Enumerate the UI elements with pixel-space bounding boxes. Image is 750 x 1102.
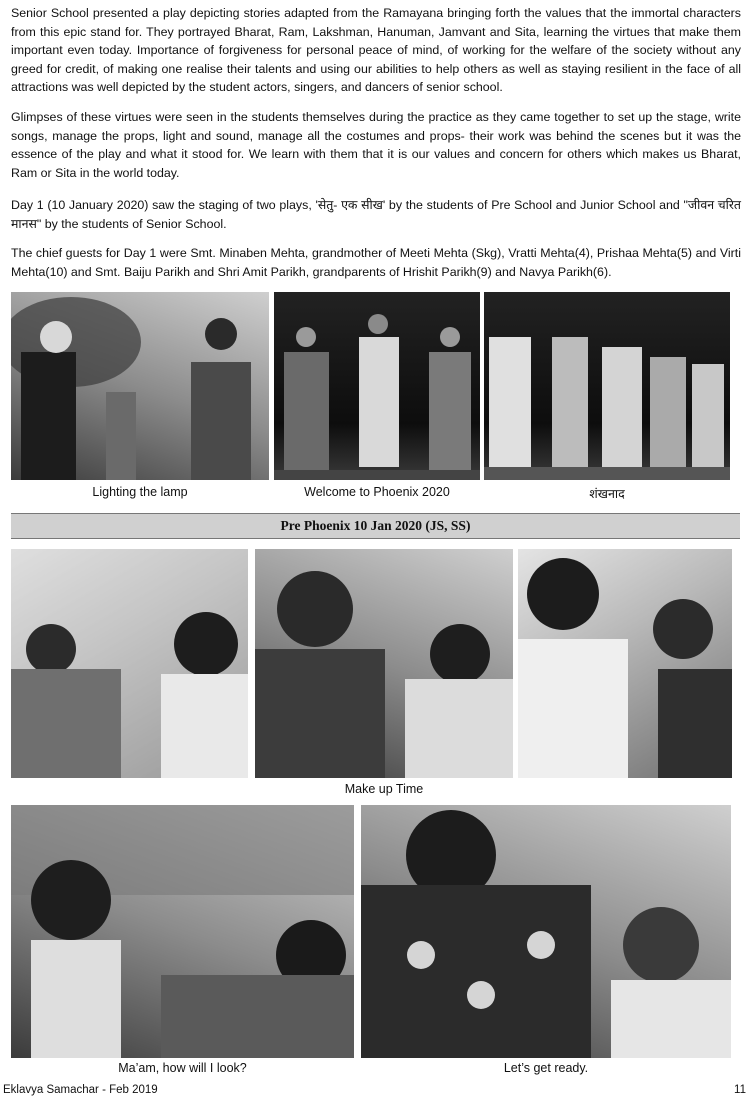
photo-how-will-i-look [11,805,354,1058]
caption-shankhnaad: शंखनाद [589,487,625,501]
article-paragraph-3: Day 1 (10 January 2020) saw the staging of two plays, 'सेतु- एक सीख' by the students of Pre School and Junior School and "जीवन चरित मानस" by the students of Senior School. [11,198,741,231]
photo-makeup-2 [255,549,513,778]
photo-shankhnaad [484,292,730,480]
photo-makeup-1 [11,549,248,778]
caption-lighting-lamp: Lighting the lamp [92,485,188,499]
article-paragraph-4: The chief guests for Day 1 were Smt. Minaben Mehta, grandmother of Meeti Mehta (Skg), Vratti Mehta(4), Prishaa Mehta(5) and Virti Mehta(10) and Smt. Baiju Parikh and Shri Amit Parikh, grandparents of Hrishit Parikh(9) and Navya Parikh(6). [11,246,741,279]
section-banner: Pre Phoenix 10 Jan 2020 (JS, SS) [11,513,740,539]
article-paragraph-1: Senior School presented a play depicting stories adapted from the Ramayana bringing forth the values that the immortal characters from this epic stand for. They portrayed Bharat, Ram, Lakshman, Hanuman, Jamvant and Sita, learning the virtues that make them important even today. Importance of forgiveness for personal peace of mind, of working for the welfare of the society without any greed for credit, of making one realise their talents and using our abilities to help others as well as staying resilient in the face of all attractions was well depicted by the student actors, singers, and dancers of senior school. [11,6,741,95]
caption-how-will-i-look: Ma’am, how will I look? [118,1061,247,1075]
page-number: 11 [734,1084,746,1096]
footer-publication: Eklavya Samachar - Feb 2019 [3,1084,158,1096]
photo-welcome-phoenix [274,292,480,480]
caption-makeup-time: Make up Time [344,782,424,796]
caption-get-ready: Let’s get ready. [503,1061,589,1075]
photo-makeup-3 [518,549,732,778]
caption-welcome-phoenix: Welcome to Phoenix 2020 [304,485,450,499]
photo-get-ready [361,805,731,1058]
photo-lighting-lamp [11,292,269,480]
article-paragraph-2: Glimpses of these virtues were seen in the students themselves during the practice as they came together to set up the stage, write songs, manage the props, light and sound, manage all the costumes and props- their work was behind the scenes but it was the essence of the play and what it stood for. We learn with them that it is our values and concern for others which makes us Bharat, Ram or Sita in the world today. [11,110,741,180]
